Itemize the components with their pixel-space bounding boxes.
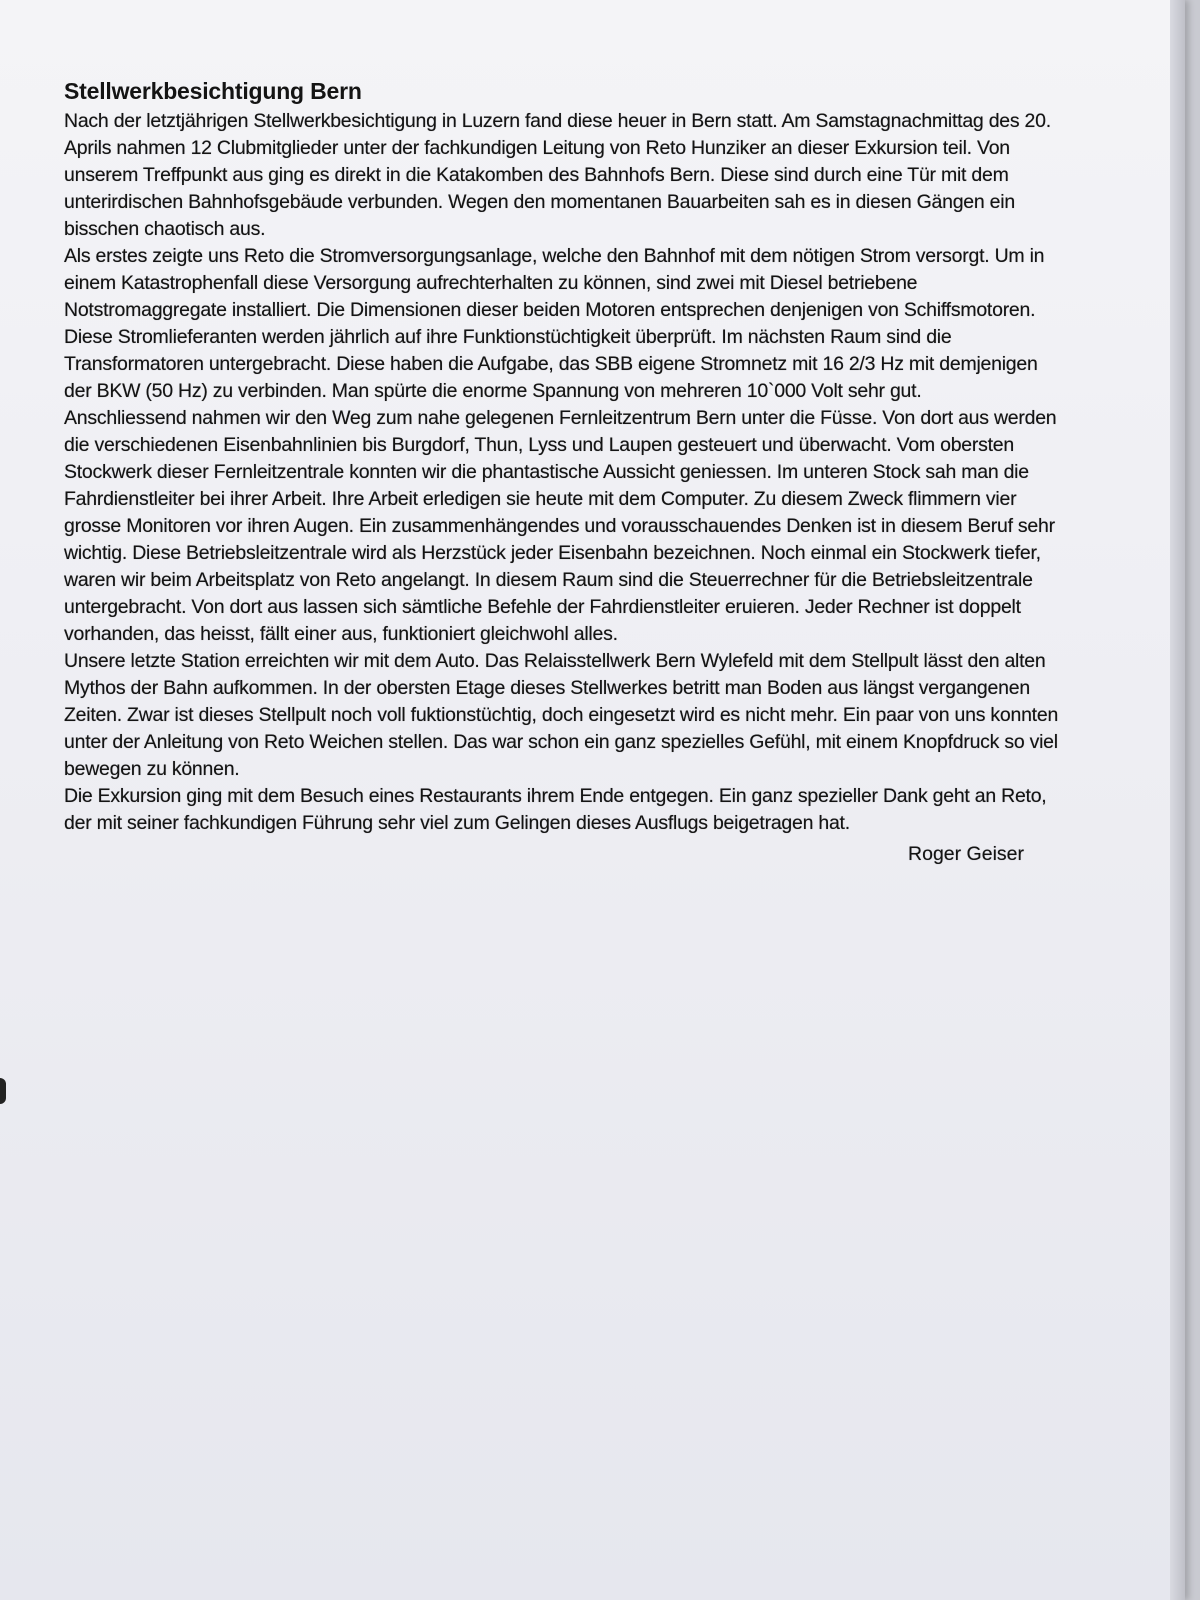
- article-title: Stellwerkbesichtigung Bern: [64, 78, 362, 104]
- author-signature: Roger Geiser: [908, 843, 1024, 865]
- paragraph-2: Als erstes zeigte uns Reto die Stromversorgungsanlage, welche den Bahnhof mit dem nötigen Strom versorgt. Um in einem Katastrophenfall diese Versorgung aufrechterhalten zu können, sind zwei mit Diesel betriebene Notstromaggregate installiert. Die Dimensionen dieser beiden Motoren entsprechen denjenigen von Schiffsmotoren. Diese Stromlieferanten werden jährlich auf ihre Funktionstüchtigkeit überprüft. Im nächsten Raum sind die Transformatoren untergebracht. Diese haben die Aufgabe, das SBB eigene Stromnetz mit 16 2/3 Hz mit demjenigen der BKW (50 Hz) zu verbinden. Man spürte die enorme Spannung von mehreren 10`000 Volt sehr gut.: [64, 245, 1045, 402]
- article: [64, 76, 1064, 868]
- paragraph-1: Nach der letztjährigen Stellwerkbesichtigung in Luzern fand diese heuer in Bern statt. Am Samstagnachmittag des 20. Aprils nahmen 12 Clubmitglieder unter der fachkundigen Leitung von Reto Hunziker an dieser Exkursion teil. Von unserem Treffpunkt aus ging es direkt in die Katakomben des Bahnhofs Bern. Diese sind durch eine Tür mit dem unterirdischen Bahnhofsgebäude verbunden. Wegen den momentanen Bauarbeiten sah es in diesen Gängen ein bisschen chaotisch aus.: [64, 110, 1051, 240]
- paragraph-3: Anschliessend nahmen wir den Weg zum nahe gelegenen Fernleitzentrum Bern unter die Füsse. Von dort aus werden die verschiedenen Eisenbahnlinien bis Burgdorf, Thun, Lyss und Laupen gesteuert und überwacht. Vom obersten Stockwerk dieser Fernleitzentrale konnten wir die phantastische Aussicht geniessen. Im unteren Stock sah man die Fahrdienstleiter bei ihrer Arbeit. Ihre Arbeit erledigen sie heute mit dem Computer. Zu diesem Zweck flimmern vier grosse Monitoren vor ihren Augen. Ein zusammenhängendes und vorausschauendes Denken ist in diesem Beruf sehr wichtig. Diese Betriebsleitzentrale wird als Herzstück jeder Eisenbahn bezeichnen. Noch einmal ein Stockwerk tiefer, waren wir beim Arbeitsplatz von Reto angelangt. In diesem Raum sind die Steuerrechner für die Betriebsleitzentrale untergebracht. Von dort aus lassen sich sämtliche Befehle der Fahrdienstleiter eruieren. Jeder Rechner ist doppelt vorhanden, das heisst, fällt einer aus, funktioniert gleichwohl alles.: [64, 407, 1057, 645]
- binder-hole-mark: [0, 1078, 6, 1104]
- sheet-edge: [1170, 0, 1185, 1600]
- paragraph-4: Unsere letzte Station erreichten wir mit dem Auto. Das Relaisstellwerk Bern Wylefeld mit dem Stellpult lässt den alten Mythos der Bahn aufkommen. In der obersten Etage dieses Stellwerkes betritt man Boden aus längst vergangenen Zeiten. Zwar ist dieses Stellpult noch voll fuktionstüchtig, doch eingesetzt wird es nicht mehr. Ein paar von uns konnten unter der Anleitung von Reto Weichen stellen. Das war schon ein ganz spezielles Gefühl, mit einem Knopfdruck so viel bewegen zu können.: [64, 650, 1059, 780]
- paragraph-5: Die Exkursion ging mit dem Besuch eines Restaurants ihrem Ende entgegen. Ein ganz spezieller Dank geht an Reto, der mit seiner fachkundigen Führung sehr viel zum Gelingen dieses Ausflugs beigetragen hat.: [64, 785, 1047, 834]
